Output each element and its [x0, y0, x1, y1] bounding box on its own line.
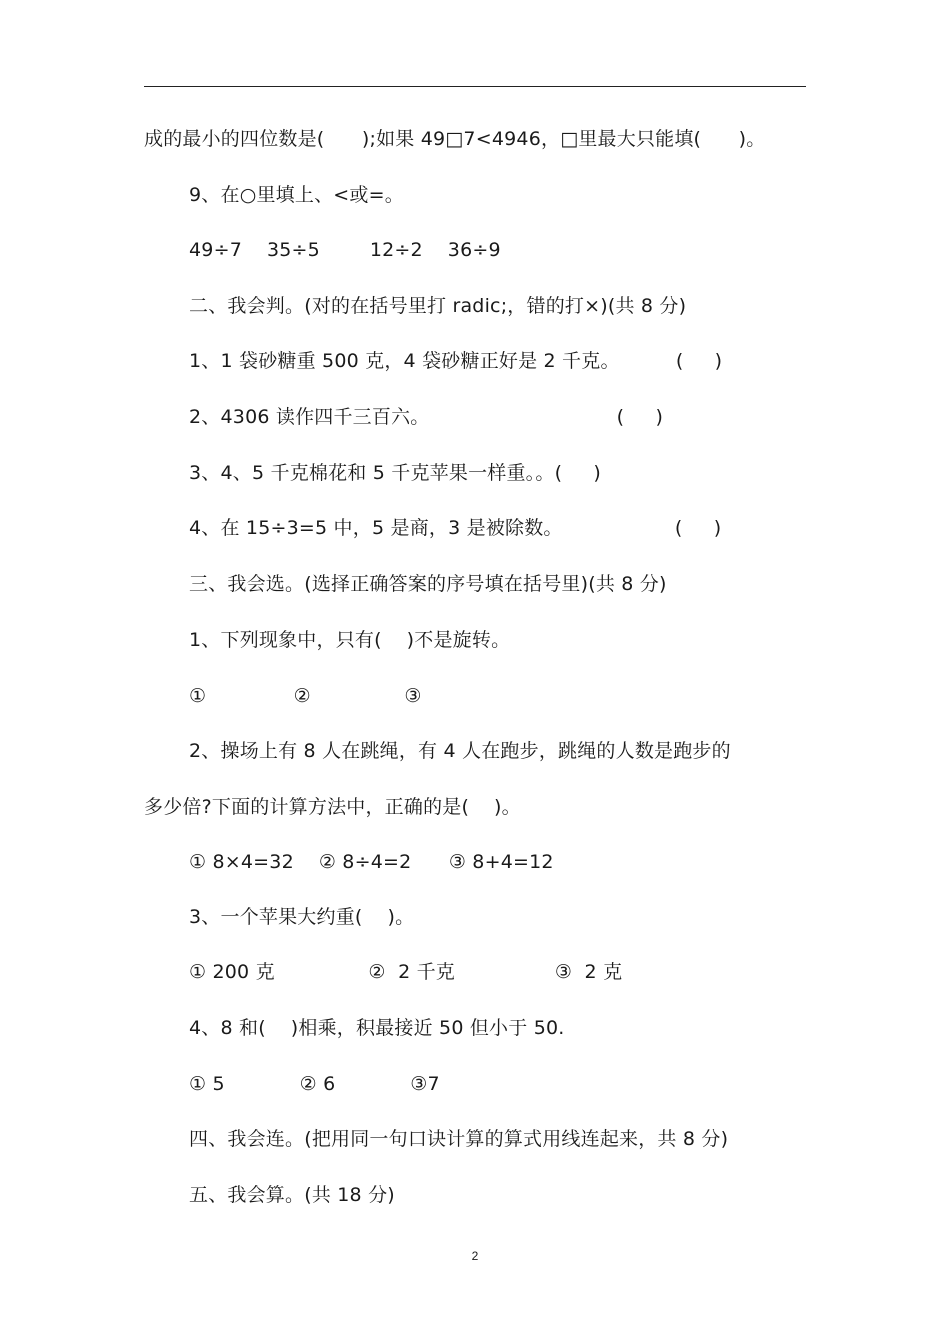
- header-rule: [144, 86, 806, 87]
- page-number: 2: [471, 1249, 479, 1263]
- section-heading-2: 二、我会判。(对的在括号里打 radic;，错的打×)(共 8 分): [189, 295, 687, 317]
- judge-item-3: 3、4、5 千克棉花和 5 千克苹果一样重。。( ): [189, 462, 601, 484]
- choice-options-3: ① 200 克 ② 2 千克 ③ 2 克: [189, 961, 623, 983]
- choice-options-1: ① ② ③: [189, 685, 422, 707]
- judge-item-2: 2、4306 读作四千三百六。 ( ): [189, 406, 664, 428]
- choice-question-4: 4、8 和( )相乘，积最接近 50 但小于 50.: [189, 1017, 565, 1039]
- choice-options-2: ① 8×4=32 ② 8÷4=2 ③ 8+4=12: [189, 851, 554, 873]
- text-line-3: 49÷7 35÷5 12÷2 36÷9: [189, 239, 501, 261]
- section-heading-3: 三、我会选。(选择正确答案的序号填在括号里)(共 8 分): [189, 573, 667, 595]
- judge-item-1: 1、1 袋砂糖重 500 克，4 袋砂糖正好是 2 千克。 ( ): [189, 350, 723, 372]
- section-heading-5: 五、我会算。(共 18 分): [189, 1184, 395, 1206]
- text-line-2: 9、在○里填上、<或=。: [189, 184, 404, 206]
- choice-options-4: ① 5 ② 6 ③7: [189, 1073, 440, 1095]
- text-line-1: 成的最小的四位数是( );如果 49□7<4946，□里最大只能填( )。: [144, 128, 766, 150]
- section-heading-4: 四、我会连。(把用同一句口诀计算的算式用线连起来，共 8 分): [189, 1128, 729, 1150]
- choice-question-1: 1、下列现象中，只有( )不是旋转。: [189, 629, 511, 651]
- choice-question-2-cont: 多少倍?下面的计算方法中，正确的是( )。: [144, 796, 521, 818]
- choice-question-2: 2、操场上有 8 人在跳绳，有 4 人在跑步，跳绳的人数是跑步的: [189, 740, 731, 762]
- judge-item-4: 4、在 15÷3=5 中，5 是商，3 是被除数。 ( ): [189, 517, 722, 539]
- choice-question-3: 3、一个苹果大约重( )。: [189, 906, 415, 928]
